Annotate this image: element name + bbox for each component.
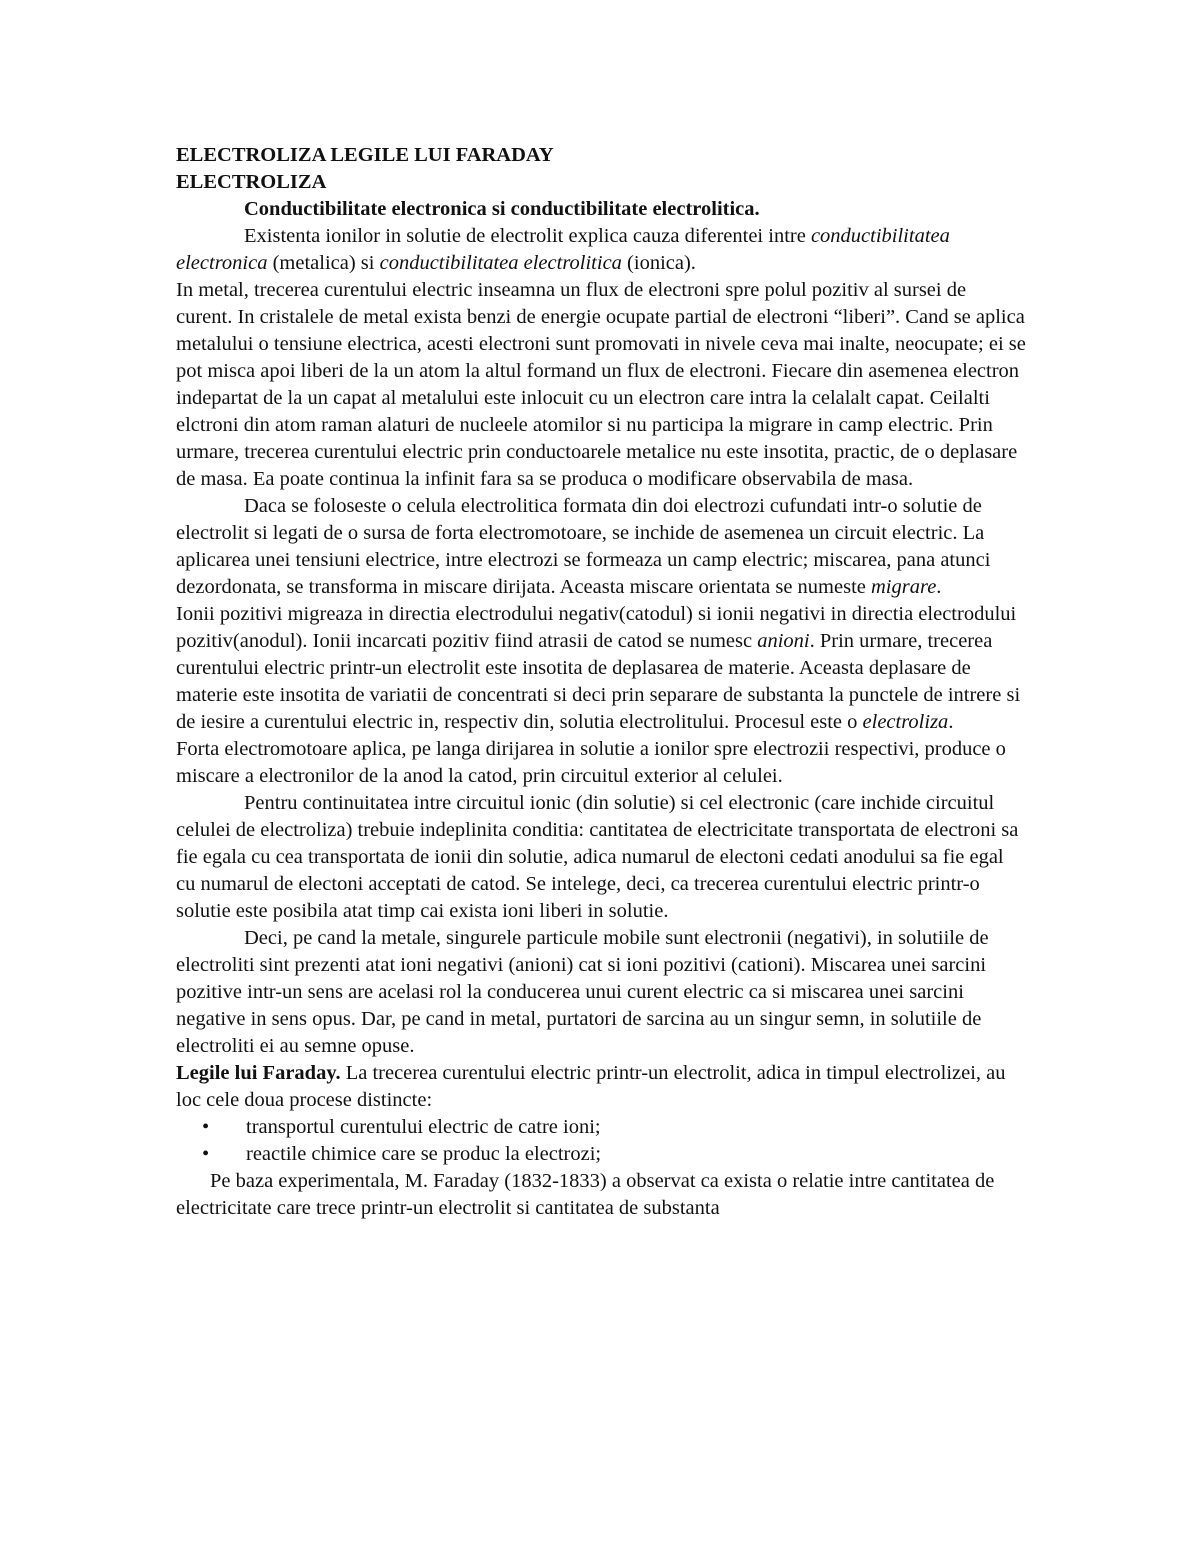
paragraph-1 [176, 223, 1026, 277]
paragraph-7: Deci, pe cand la metale, singurele particule mobile sunt electronii (negativi), in solutiile de electroliti sint prezenti atat ioni negativi (anioni) cat si ioni pozitivi (cationi). Miscarea unei sarcini pozitive intr-un sens are acelasi rol la conducerea unui curent electric ca si miscarea unei sarcini negative in sens opus. Dar, pe cand in metal, purtatori de sarcina au un singur semn, in solutiile de electroliti ei au semne opuse. [176, 927, 989, 1057]
list-item [202, 1141, 1026, 1168]
paragraph-2: In metal, trecerea curentului electric inseamna un flux de electroni spre polul pozitiv al sursei de curent. In cristalele de metal exista benzi de energie ocupate partial de electroni “liberi”. Cand se aplica metalului o tensiune electrica, acesti electroni sunt promovati in nivele ceva mai inalte, neocupate; ei se pot misca apoi liberi de la un atom la altul formand un flux de electroni. Fiecare din asemenea electron indepartat de la un capat al metalului este inlocuit cu un electron care intra la celalalt capat. Ceilalti elctroni din atom raman alaturi de nucleele atomilor si nu participa la migrare in camp electric. Prin urmare, trecerea curentului electric prin conductoarele metalice nu este insotita, practic, de o deplasare de masa. Ea poate continua la infinit fara sa se produca o modificare observabila de masa. [176, 279, 1026, 490]
paragraph-4 [176, 601, 1026, 736]
paragraph-text: (ionica). [621, 252, 696, 274]
list-item-text: reactile chimice care se produc la electrozi; [246, 1143, 602, 1165]
bullet-marker: • [202, 1143, 210, 1165]
paragraph-text: La trecerea curentului electric printr-un electrolit, adica in timpul electrolizei, au loc cele doua procese distincte: [176, 1062, 1006, 1111]
italic-term: migrare [871, 576, 937, 598]
paragraph-3 [176, 493, 1026, 601]
italic-term: conductibilitatea electrolitica [379, 252, 622, 274]
paragraph-6: Pentru continuitatea intre circuitul ionic (din solutie) si cel electronic (care inchide circuitul celulei de electroliza) trebuie indeplinita conditia: cantitatea de electricitate transportata de electroni sa fie egala cu cea transportata de ionii din solutie, adica numarul de electoni cedati anodului sa fie egal cu numarul de electoni acceptati de catod. Se intelege, deci, ca trecerea curentului electric printr-o solutie este posibila atat timp cai exista ioni liberi in solutie. [176, 792, 1019, 922]
italic-term: electroliza [862, 711, 949, 733]
paragraph-text: (metalica) si [267, 252, 380, 274]
bullet-marker: • [202, 1116, 210, 1138]
bold-lead: Legile lui Faraday. [176, 1062, 341, 1084]
subheading: Conductibilitate electronica si conductibilitate electrolitica. [244, 198, 760, 220]
list-item [202, 1114, 1026, 1141]
paragraph-text: . [936, 576, 942, 598]
paragraph-text: . Prin urmare, trecerea curentului electric printr-un electrolit este insotita de deplasarea de materie. Aceasta deplasare de materie este insotita de variatii de concentrati si deci prin separare de substanta la punctele de intrere si de iesire a curentului electric in, respectiv din, solutia electrolitului. Procesul este o [176, 630, 1021, 733]
paragraph-8 [176, 1060, 1026, 1114]
italic-term: anioni [757, 630, 810, 652]
paragraph-text: Ionii pozitivi migreaza in directia electrodului negativ(catodul) si ionii negativi in directia electrodului pozitiv(anodul). Ionii incarcati pozitiv fiind atrasii de catod se numesc [176, 603, 1017, 652]
italic-term: conductibilitatea electronica [176, 225, 950, 274]
paragraph-9: Pe baza experimentala, M. Faraday (1832-1833) a observat ca exista o relatie intre cantitatea de electricitate care trece printr-un electrolit si cantitatea de substanta [176, 1170, 995, 1219]
list-item-text: transportul curentului electric de catre ioni; [246, 1116, 601, 1138]
bullet-list [176, 1114, 1026, 1168]
document-title: ELECTROLIZA LEGILE LUI FARADAY [176, 144, 554, 166]
paragraph-text: Daca se foloseste o celula electrolitica formata din doi electrozi cufundati intr-o solutie de electrolit si legati de o sursa de forta electromotoare, se inchide de asemenea un circuit electric. La aplicarea unei tensiuni electrice, intre electrozi se formeaza un camp electric; miscarea, pana atunci dezordonata, se transforma in miscare dirijata. Aceasta miscare orientata se numeste [176, 495, 991, 598]
paragraph-text: . [948, 711, 954, 733]
section-heading: ELECTROLIZA [176, 171, 327, 193]
paragraph-text: Existenta ionilor in solutie de electrolit explica cauza diferentei intre [244, 225, 811, 247]
paragraph-5: Forta electromotoare aplica, pe langa dirijarea in solutie a ionilor spre electrozii respectivi, produce o miscare a electronilor de la anod la catod, prin circuitul exterior al celulei. [176, 738, 1006, 787]
document-page [176, 142, 1026, 1222]
